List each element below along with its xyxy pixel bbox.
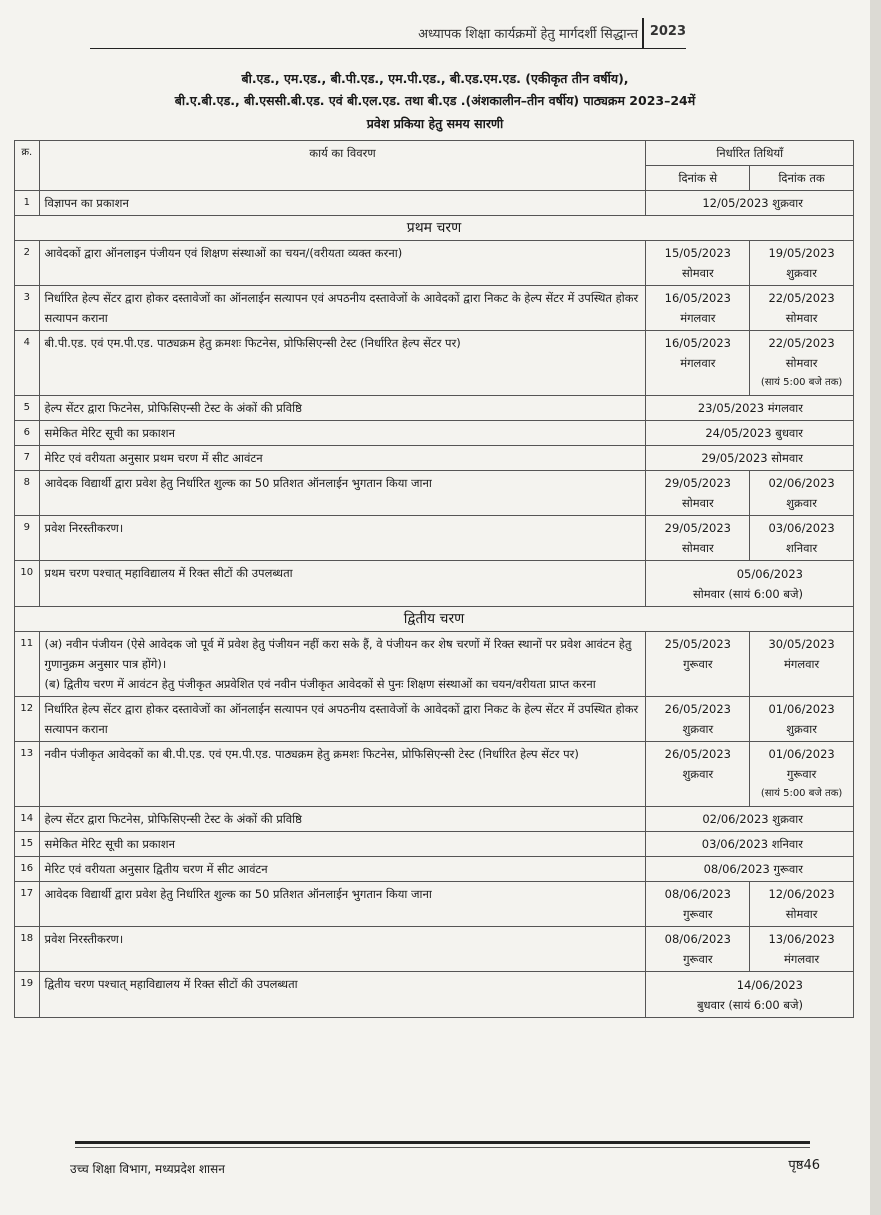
row-date-text: 03/06/2023 शनिवार [701,837,803,851]
row-date-text: 14/06/2023 [736,978,803,992]
row-date-text: 29/05/2023 सोमवार [701,451,803,465]
row-serial: 6 [15,421,40,446]
from-day-text: सोमवार [681,541,714,555]
table-row [15,446,854,471]
row-from-date [646,471,750,516]
from-date-text: 16/05/2023 [664,291,731,305]
from-day-text: शुक्रवार [682,722,714,736]
title-line-1: बी.एड., एम.एड., बी.पी.एड., एम.पी.एड., बी.एड.एम.एड. (एकीकृत तीन वर्षीय), [241,71,629,86]
header-to-date: दिनांक तक [750,166,854,191]
schedule-table [14,140,854,1018]
from-day-text: गुरूवार [683,952,713,966]
from-day-text: मंगलवार [680,311,716,325]
row-description [39,857,646,882]
table-row [15,807,854,832]
table-row [15,697,854,742]
row-from-date [646,742,750,807]
row-date [646,832,854,857]
row-description-text: समेकित मेरिट सूची का प्रकाशन [44,837,175,851]
row-date [646,807,854,832]
row-date [646,421,854,446]
row-date-text: 05/06/2023 [736,567,803,581]
row-serial: 17 [15,882,40,927]
to-note-text: (सायं 5:00 बजे तक) [760,788,843,799]
row-serial: 1 [15,191,40,216]
row-serial: 7 [15,446,40,471]
to-day-text: सोमवार [785,311,818,325]
page-number: पृष्ठ46 [788,1158,820,1173]
table-row [15,972,854,1018]
from-day-text: मंगलवार [680,356,716,370]
row-description-text: आवेदक विद्यार्थी द्वारा प्रवेश हेतु निर्धारित शुल्क का 50 प्रतिशत ऑनलाईन भुगतान किया जाना [44,887,432,901]
title-line-3: प्रवेश प्रकिया हेतु समय सारणी [366,116,504,131]
row-description-text: प्रथम चरण पश्चात् महाविद्यालय में रिक्त सीटों की उपलब्धता [44,566,293,580]
row-serial: 8 [15,471,40,516]
row-description-text: निर्धारित हेल्प सेंटर द्वारा होकर दस्तावेजों का ऑनलाईन सत्यापन एवं अपठनीय दस्तावेजों के आवेदकों द्वारा निकट के हेल्प सेंटर में उपस्थित होकर सत्यापन कराना [44,702,639,736]
to-day-text: शनिवार [785,541,818,555]
row-description-text: (अ) नवीन पंजीयन (ऐसे आवेदक जो पूर्व में प्रवेश हेतु पंजीयन नहीं करा सके हैं, वे पंजीयन कर शेष चरणों में रिक्त स्थानों पर प्रवेश आवंटन हेतु गुणानुक्रम अनुसार पात्र होंगे)। [44,637,632,671]
from-date-text: 25/05/2023 [664,637,731,651]
table-row [15,832,854,857]
table-row [15,561,854,607]
row-from-date [646,286,750,331]
row-description [39,927,646,972]
row-to-date [750,742,854,807]
to-date-text: 03/06/2023 [768,521,835,535]
row-description [39,421,646,446]
to-day-text: शुक्रवार [786,722,817,736]
row-description [39,471,646,516]
row-description [39,241,646,286]
header-divider [642,18,644,48]
from-day-text: शुक्रवार [682,767,714,781]
to-day-text: शुक्रवार [786,496,817,510]
from-date-text: 08/06/2023 [664,932,731,946]
table-row [15,632,854,697]
row-date-day: बुधवार (सायं 6:00 बजे) [696,998,803,1012]
to-date-text: 01/06/2023 [768,702,835,716]
to-date-text: 13/06/2023 [768,932,835,946]
table-row [15,857,854,882]
row-serial: 10 [15,561,40,607]
row-description-text: प्रवेश निरस्तीकरण। [44,932,124,946]
row-serial: 2 [15,241,40,286]
from-day-text: गुरूवार [683,907,713,921]
table-row [15,396,854,421]
row-to-date [750,882,854,927]
row-date-day: सोमवार (सायं 6:00 बजे) [693,587,803,601]
row-description [39,516,646,561]
row-description [39,632,646,697]
row-date-text: 02/06/2023 शुक्रवार [702,812,803,826]
row-date-text: 24/05/2023 बुधवार [705,426,803,440]
row-serial: 16 [15,857,40,882]
row-serial: 4 [15,331,40,396]
row-description [39,807,646,832]
phase-row [15,216,854,241]
row-from-date [646,331,750,396]
row-date [646,396,854,421]
from-date-text: 26/05/2023 [664,747,731,761]
from-day-text: सोमवार [681,496,714,510]
from-day-text: सोमवार [681,266,714,280]
footer-rule-thin [75,1147,810,1148]
from-date-text: 29/05/2023 [664,521,731,535]
row-serial: 15 [15,832,40,857]
from-date-text: 26/05/2023 [664,702,731,716]
footer-rule [75,1141,810,1144]
row-description [39,697,646,742]
row-description [39,331,646,396]
row-serial: 18 [15,927,40,972]
header-description: कार्य का विवरण [39,141,646,191]
table-row [15,421,854,446]
row-description-text: प्रवेश निरस्तीकरण। [44,521,124,535]
table-header-row [15,141,854,166]
row-serial: 14 [15,807,40,832]
to-date-text: 22/05/2023 [768,291,835,305]
to-day-text: सोमवार [785,907,818,921]
row-to-date [750,286,854,331]
row-from-date [646,697,750,742]
row-description: विज्ञापन का प्रकाशन [39,191,646,216]
footer-department: उच्च शिक्षा विभाग, मध्यप्रदेश शासन [70,1162,225,1176]
to-day-text: शुक्रवार [786,266,817,280]
to-date-text: 02/06/2023 [768,476,835,490]
row-from-date [646,632,750,697]
from-date-text: 16/05/2023 [664,336,731,350]
row-description [39,972,646,1018]
to-day-text: सोमवार [785,356,818,370]
table-row [15,191,854,216]
from-date-text: 08/06/2023 [664,887,731,901]
from-day-text: गुरूवार [683,657,713,671]
row-description-text: आवेदकों द्वारा ऑनलाइन पंजीयन एवं शिक्षण संस्थाओं का चयन/(वरीयता व्यक्त करना) [44,246,403,260]
row-description-text: हेल्प सेंटर द्वारा फिटनेस, प्रोफिसिएन्सी टेस्ट के अंकों की प्रविष्ठि [44,401,302,415]
row-description-text: निर्धारित हेल्प सेंटर द्वारा होकर दस्तावेजों का ऑनलाईन सत्यापन एवं अपठनीय दस्तावेजों के आवेदकों द्वारा निकट के हेल्प सेंटर में उपस्थित होकर सत्यापन कराना [44,291,639,325]
row-description [39,446,646,471]
table-row [15,241,854,286]
header-dates: निर्धारित तिथियाँ [646,141,854,166]
row-serial: 13 [15,742,40,807]
row-to-date [750,471,854,516]
to-date-text: 22/05/2023 [768,336,835,350]
row-description-text: मेरिट एवं वरीयता अनुसार प्रथम चरण में सीट आवंटन [44,451,263,465]
to-day-text: गुरूवार [786,767,817,781]
header-year: 2023 [649,24,686,39]
to-date-text: 30/05/2023 [768,637,835,651]
header-serial: क्र. [15,141,40,191]
row-date [646,446,854,471]
row-description-text: द्वितीय चरण पश्चात् महाविद्यालय में रिक्त सीटों की उपलब्धता [44,977,298,991]
row-description-text: मेरिट एवं वरीयता अनुसार द्वितीय चरण में सीट आवंटन [44,862,268,876]
row-description [39,882,646,927]
table-row [15,882,854,927]
row-from-date [646,516,750,561]
row-serial: 11 [15,632,40,697]
row-date [646,857,854,882]
row-to-date [750,632,854,697]
row-serial: 3 [15,286,40,331]
row-description [39,832,646,857]
to-day-text: मंगलवार [783,952,820,966]
row-description [39,286,646,331]
to-day-text: मंगलवार [783,657,820,671]
table-row [15,331,854,396]
page-header [90,14,686,49]
to-note-text: (सायं 5:00 बजे तक) [760,377,843,388]
row-to-date [750,331,854,396]
row-date [646,972,854,1018]
row-date-text: 08/06/2023 गुरूवार [703,862,803,876]
to-date-text: 12/06/2023 [768,887,835,901]
row-serial: 19 [15,972,40,1018]
row-from-date [646,882,750,927]
from-date-text: 29/05/2023 [664,476,731,490]
row-from-date [646,927,750,972]
row-description-text: आवेदक विद्यार्थी द्वारा प्रवेश हेतु निर्धारित शुल्क का 50 प्रतिशत ऑनलाईन भुगतान किया जाना [44,476,432,490]
row-description [39,742,646,807]
row-description-text: नवीन पंजीकृत आवेदकों का बी.पी.एड. एवं एम.पी.एड. पाठ्यक्रम हेतु क्रमशः फिटनेस, प्रोफिसिएन्सी टेस्ट (निर्धारित हेल्प सेंटर पर) [44,747,579,761]
row-description-text: समेकित मेरिट सूची का प्रकाशन [44,426,175,440]
row-date: 12/05/2023 शुक्रवार [646,191,854,216]
row-description-text-2: (ब) द्वितीय चरण में आवंटन हेतु पंजीकृत अप्रवेशित एवं नवीन पंजीकृत आवेदकों से पुनः शिक्षण संस्थाओं का चयन/वरीयता प्राप्त करना [44,677,596,691]
table-row [15,286,854,331]
row-date-text: 23/05/2023 मंगलवार [697,401,803,415]
row-serial: 9 [15,516,40,561]
row-to-date [750,241,854,286]
row-serial: 12 [15,697,40,742]
table-row [15,927,854,972]
to-date-text: 01/06/2023 [768,747,835,761]
table-row [15,516,854,561]
phase-title: द्वितीय चरण [15,607,854,632]
row-description-text: बी.पी.एड. एवं एम.पी.एड. पाठ्यक्रम हेतु क्रमशः फिटनेस, प्रोफिसिएन्सी टेस्ट (निर्धारित हेल्प सेंटर पर) [44,336,461,350]
row-to-date [750,516,854,561]
row-description [39,396,646,421]
title-line-2: बी.ए.बी.एड., बी.एससी.बी.एड. एवं बी.एल.एड. तथा बी.एड .(अंशकालीन–तीन वर्षीय) पाठ्यक्रम 2023–24में [174,93,696,108]
row-description [39,561,646,607]
table-row [15,742,854,807]
to-date-text: 19/05/2023 [768,246,835,260]
table-row [15,471,854,516]
row-from-date [646,241,750,286]
header-title: अध्यापक शिक्षा कार्यक्रमों हेतु मार्गदर्शी सिद्धान्त [418,27,638,42]
phase-row [15,607,854,632]
header-from-date: दिनांक से [646,166,750,191]
row-serial: 5 [15,396,40,421]
from-date-text: 15/05/2023 [664,246,731,260]
phase-title: प्रथम चरण [15,216,854,241]
row-date [646,561,854,607]
row-description-text: हेल्प सेंटर द्वारा फिटनेस, प्रोफिसिएन्सी टेस्ट के अंकों की प्रविष्ठि [44,812,302,826]
row-to-date [750,697,854,742]
row-to-date [750,927,854,972]
